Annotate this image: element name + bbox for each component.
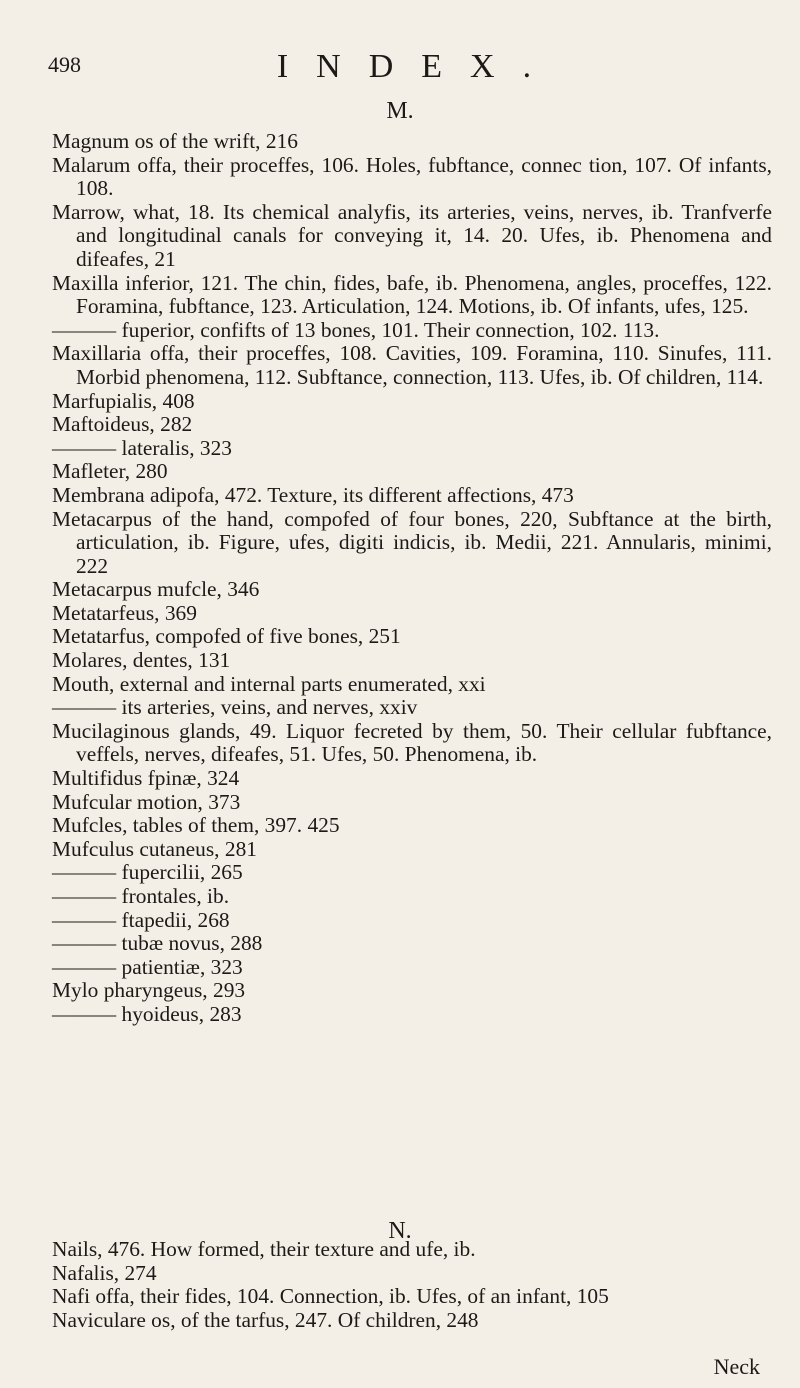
index-entry: Mafleter, 280 — [52, 459, 168, 484]
index-entry: Multifidus fpinæ, 324 — [52, 766, 240, 791]
page-title: INDEX. — [276, 48, 560, 85]
index-entry: Mufcles, tables of them, 397. 425 — [52, 813, 340, 838]
index-entry: Mucilaginous glands, 49. Liquor fecreted by them, 50. Their cellular fubftance, veffels, nerves, difeafes, 51. Ufes, 50. Phenomena, ib. — [52, 718, 772, 767]
index-entry: Nails, 476. How formed, their texture and ufe, ib. — [52, 1237, 476, 1261]
index-entry: Mufcular motion, 373 — [52, 789, 241, 814]
index-entry: Marrow, what, 18. Its chemical analyfis, its arteries, veins, nerves, ib. Tranfverfe and longitudinal canals for conveying it, 14. 20. Ufes, ib. Phenomena and difeafes, 21 — [52, 199, 772, 271]
index-entry: ——— its arteries, veins, and nerves, xxiv — [52, 695, 418, 720]
index-entries-m — [52, 130, 772, 1027]
index-entry: Maxilla inferior, 121. The chin, fides, bafe, ib. Phenomena, angles, proceffes, 122. Foramina, fubftance, 123. Articulation, 124. Motions, ib. Of infants, ufes, 125. — [52, 270, 772, 319]
index-entry: Mouth, external and internal parts enumerated, xxi — [52, 671, 486, 696]
index-entry: Magnum os of the wrift, 216 — [52, 129, 298, 153]
section-letter-n: N. — [388, 1218, 412, 1244]
index-entry: Naviculare os, of the tarfus, 247. Of children, 248 — [52, 1307, 479, 1332]
index-entry: ——— fuperior, confifts of 13 bones, 101. Their connection, 102. 113. — [52, 317, 660, 342]
page-header — [48, 48, 760, 88]
index-entry: ——— tubæ novus, 288 — [52, 931, 263, 956]
index-entry: ——— ftapedii, 268 — [52, 907, 230, 932]
index-entry: Nafi offa, their fides, 104. Connection, ib. Ufes, of an infant, 105 — [52, 1284, 609, 1309]
index-entry: Mylo pharyngeus, 293 — [52, 978, 246, 1003]
index-entries-n — [52, 1238, 772, 1332]
index-entry: Membrana adipofa, 472. Texture, its different affections, 473 — [52, 482, 574, 507]
index-entry: Metacarpus mufcle, 346 — [52, 577, 260, 602]
index-entry: Maftoideus, 282 — [52, 412, 193, 437]
index-entry: Mufculus cutaneus, 281 — [52, 836, 257, 861]
index-entry: ——— hyoideus, 283 — [52, 1001, 242, 1026]
index-entry: Metatarfus, compofed of five bones, 251 — [52, 624, 401, 649]
index-entry: Maxillaria offa, their proceffes, 108. Cavities, 109. Foramina, 110. Sinufes, 111. Morbid phenomena, 112. Subftance, connection, 113. Ufes, ib. Of children, 114. — [52, 341, 772, 389]
index-entry: ——— frontales, ib. — [52, 884, 230, 908]
section-letter-m: M. — [386, 98, 414, 124]
catchword: Neck — [713, 1354, 760, 1379]
index-entry: Metacarpus of the hand, compofed of four bones, 220, Subftance at the birth, articulation, ib. Figure, ufes, digiti indicis, ib. Medii, 221. Annularis, minimi, 222 — [52, 506, 772, 578]
index-entry: ——— fupercilii, 265 — [52, 860, 243, 885]
index-entry: Metatarfeus, 369 — [52, 600, 197, 625]
index-entry: Marfupialis, 408 — [52, 388, 195, 413]
index-entry: Nafalis, 274 — [52, 1260, 157, 1285]
index-entry: ——— lateralis, 323 — [52, 435, 233, 460]
index-entry: Malarum offa, their proceffes, 106. Holes, fubftance, connec tion, 107. Of infants, 108. — [52, 152, 772, 201]
page-number: 498 — [48, 52, 81, 77]
index-entry: Molares, dentes, 131 — [52, 648, 231, 673]
index-entry: ——— patientiæ, 323 — [52, 954, 243, 979]
